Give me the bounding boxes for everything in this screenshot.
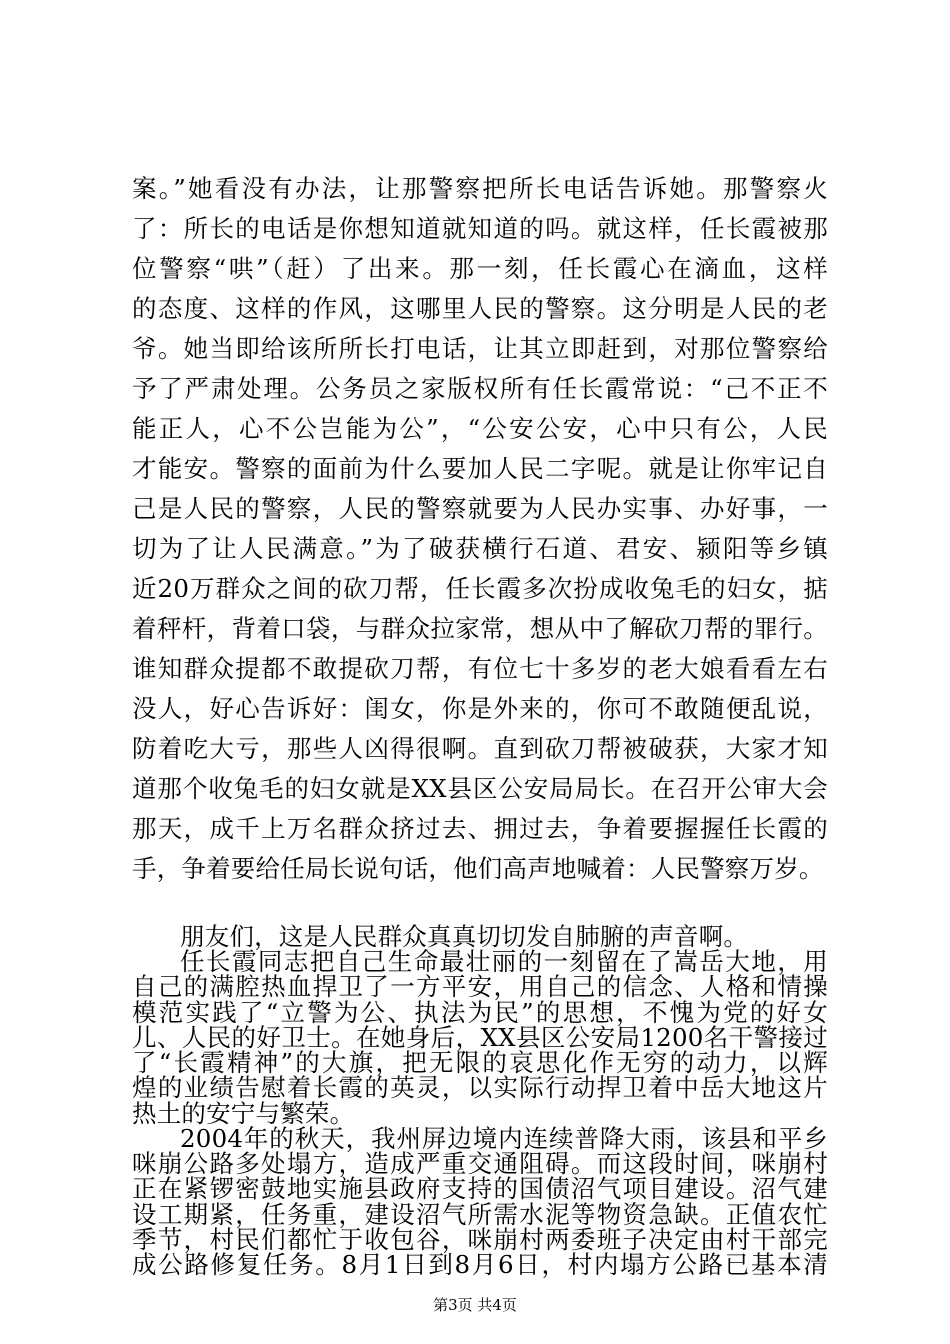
text-line: 案。”她看没有办法，让那警察把所长电话告诉她。那警察火 bbox=[132, 174, 828, 203]
text-line: 道那个收兔毛的妇女就是XX县区公安局局长。在召开公审大会 bbox=[132, 774, 828, 803]
text-line: 位警察“哄”（赶）了出来。那一刻，任长霞心在滴血，这样 bbox=[132, 254, 828, 283]
text-line: 热土的安宁与繁荣。 bbox=[132, 1098, 355, 1128]
text-line: 自己的满腔热血捍卫了一方平安，用自己的信念、人格和情操 bbox=[132, 972, 828, 1002]
text-line: 朋友们，这是人民群众真真切切发自肺腑的声音啊。 bbox=[180, 922, 749, 951]
text-line: 近20万群众之间的砍刀帮，任长霞多次扮成收兔毛的妇女，掂 bbox=[132, 574, 828, 603]
text-line: 着秤杆，背着口袋，与群众拉家常，想从中了解砍刀帮的罪行。 bbox=[132, 614, 828, 643]
text-line: 儿、人民的好卫士。在她身后，XX县区公安局1200名干警接过 bbox=[132, 1022, 828, 1052]
text-line: 季节，村民们都忙于收包谷，咪崩村两委班子决定由村干部完 bbox=[132, 1224, 828, 1254]
text-line: 己是人民的警察，人民的警察就要为人民办实事、办好事，一 bbox=[132, 494, 828, 523]
text-line: 的态度、这样的作风，这哪里人民的警察。这分明是人民的老 bbox=[132, 294, 828, 323]
text-line: 才能安。警察的面前为什么要加人民二字呢。就是让你牢记自 bbox=[132, 454, 828, 483]
page-footer: 第3页 共4页 bbox=[433, 1296, 517, 1314]
text-line: 了“长霞精神”的大旗，把无限的哀思化作无穷的动力，以辉 bbox=[132, 1048, 828, 1078]
text-line: 2004年的秋天，我州屏边境内连续普降大雨，该县和平乡 bbox=[180, 1123, 828, 1153]
text-line: 切为了让人民满意。”为了破获横行石道、君安、颍阳等乡镇 bbox=[132, 534, 828, 563]
text-line: 成公路修复任务。8月1日到8月6日，村内塌方公路已基本清 bbox=[132, 1250, 828, 1279]
text-line: 那天，成千上万名群众挤过去、拥过去，争着要握握任长霞的 bbox=[132, 814, 828, 843]
text-line: 煌的业绩告慰着长霞的英灵，以实际行动捍卫着中岳大地这片 bbox=[132, 1073, 828, 1103]
text-line: 设工期紧，任务重，建设沼气所需水泥等物资急缺。正值农忙 bbox=[132, 1199, 828, 1229]
text-line: 咪崩公路多处塌方，造成严重交通阻碍。而这段时间，咪崩村 bbox=[132, 1149, 828, 1179]
text-line: 手，争着要给任局长说句话，他们高声地喊着：人民警察万岁。 bbox=[132, 854, 824, 883]
text-line: 爷。她当即给该所所长打电话，让其立即赶到，对那位警察给 bbox=[132, 334, 828, 363]
text-line: 能正人，心不公岂能为公”，“公安公安，心中只有公，人民 bbox=[132, 414, 828, 443]
text-line: 了：所长的电话是你想知道就知道的吗。就这样，任长霞被那 bbox=[132, 214, 828, 243]
text-line: 模范实践了“立警为公、执法为民”的思想，不愧为党的好女 bbox=[132, 997, 828, 1027]
text-line: 正在紧锣密鼓地实施县政府支持的国债沼气项目建设。沼气建 bbox=[132, 1174, 828, 1204]
text-line: 任长霞同志把自己生命最壮丽的一刻留在了嵩岳大地，用 bbox=[180, 947, 828, 977]
text-line: 谁知群众提都不敢提砍刀帮，有位七十多岁的老大娘看看左右 bbox=[132, 654, 828, 683]
text-line: 防着吃大亏，那些人凶得很啊。直到砍刀帮被破获，大家才知 bbox=[132, 734, 828, 763]
text-line: 没人，好心告诉好：闺女，你是外来的，你可不敢随便乱说， bbox=[132, 694, 828, 723]
text-line: 予了严肃处理。公务员之家版权所有任长霞常说：“己不正不 bbox=[132, 374, 828, 403]
